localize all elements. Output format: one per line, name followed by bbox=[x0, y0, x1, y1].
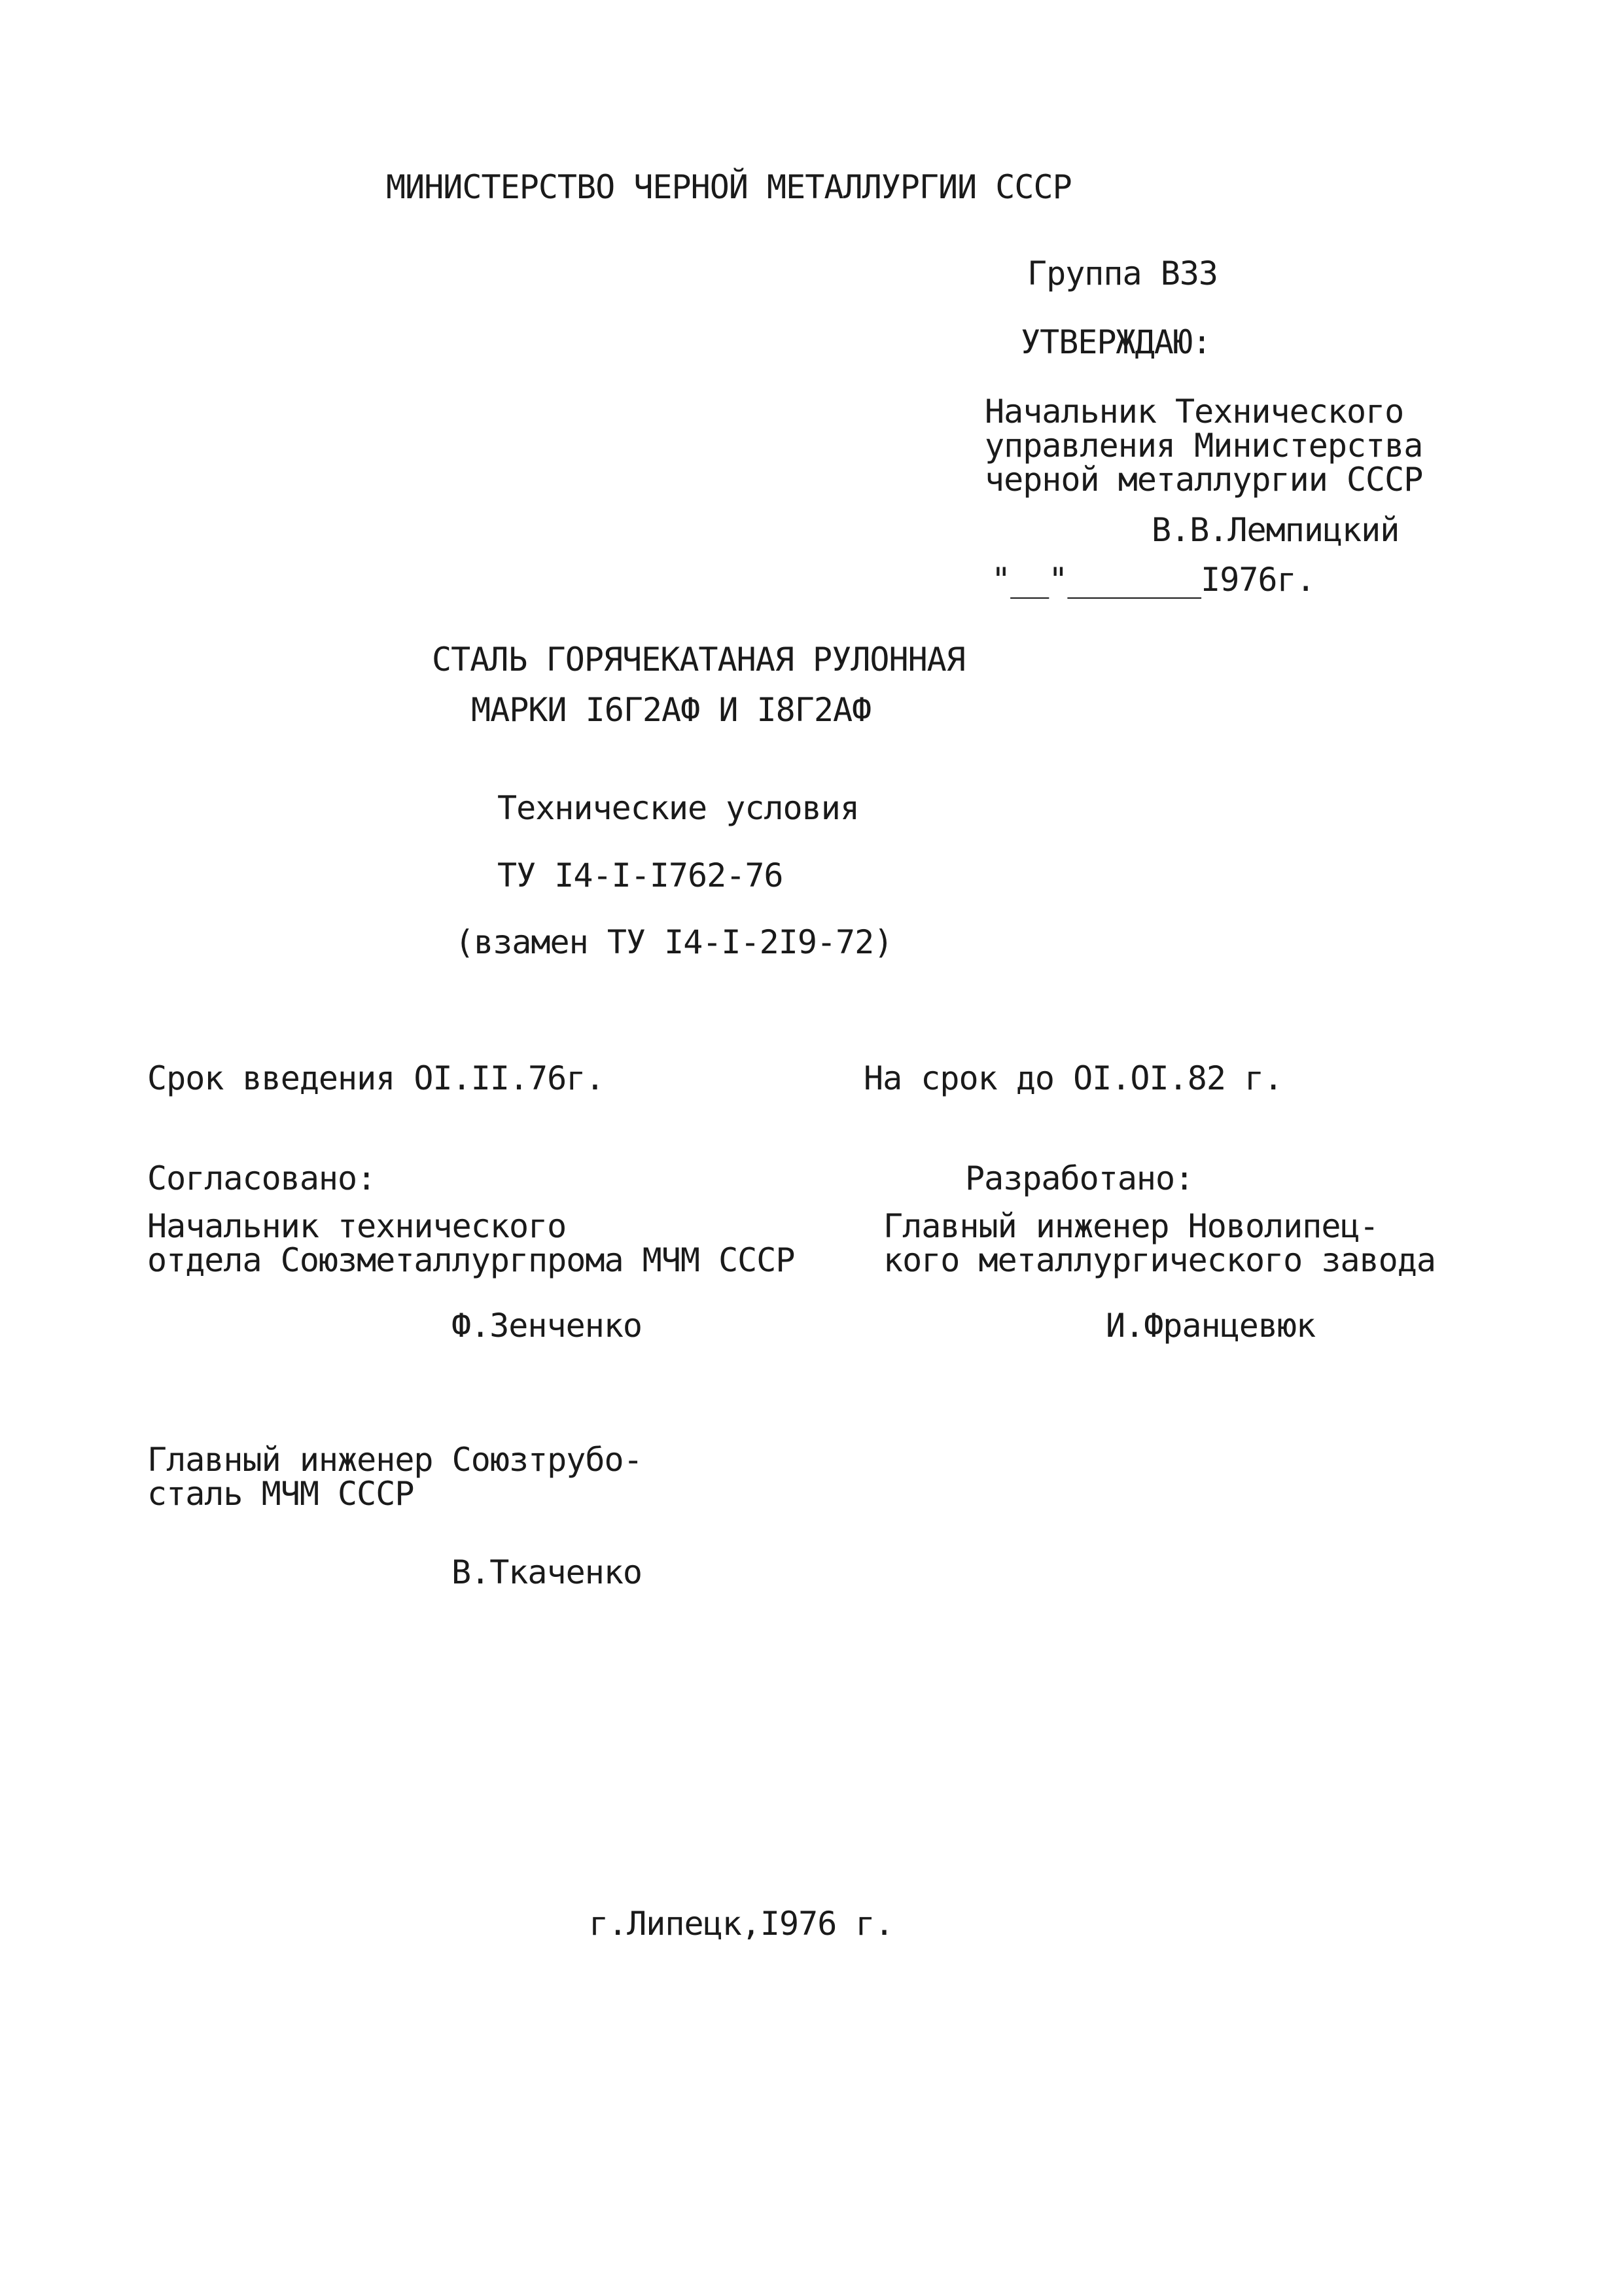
approver-position-line3: черной металлургии СССР bbox=[985, 461, 1423, 499]
valid-until: На срок до OI.OI.82 г. bbox=[864, 1059, 1283, 1097]
agreed2-position-line1: Главный инженер Союзтрубо- bbox=[147, 1441, 643, 1479]
approval-date: "__"_______I976г. bbox=[991, 561, 1315, 599]
approver-position-line2: управления Министерства bbox=[985, 427, 1423, 465]
agreed-label: Согласовано: bbox=[147, 1159, 376, 1197]
group-code: Группа В33 bbox=[1027, 255, 1218, 292]
agreed-position-line2: отдела Союзметаллургпрома МЧМ СССР bbox=[147, 1241, 795, 1279]
effective-date: Срок введения OI.II.76г. bbox=[147, 1059, 605, 1097]
doc-type: Технические условия bbox=[497, 789, 859, 827]
place-year: г.Липецк,I976 г. bbox=[589, 1905, 894, 1943]
agreed2-position-line2: сталь МЧМ СССР bbox=[147, 1475, 414, 1513]
replaces-note: (взамен ТУ I4-I-2I9-72) bbox=[455, 923, 893, 961]
approve-label: УТВЕРЖДАЮ: bbox=[1021, 323, 1212, 361]
title-line2: МАРКИ I6Г2АФ И I8Г2АФ bbox=[471, 691, 872, 729]
developed-position-line1: Главный инженер Новолипец- bbox=[883, 1207, 1379, 1245]
developed-signer: И.Францевюк bbox=[1106, 1307, 1316, 1345]
doc-code: ТУ I4-I-I762-76 bbox=[497, 857, 783, 894]
approver-signer: В.В.Лемпицкий bbox=[1152, 511, 1400, 549]
approver-position-line1: Начальник Технического bbox=[985, 393, 1404, 431]
title-line1: СТАЛЬ ГОРЯЧЕКАТАНАЯ РУЛОННАЯ bbox=[432, 641, 965, 679]
agreed-signer: Ф.Зенченко bbox=[451, 1307, 643, 1345]
agreed-position-line1: Начальник технического bbox=[147, 1207, 567, 1245]
developed-position-line2: кого металлургического завода bbox=[883, 1241, 1436, 1279]
ministry-header: МИНИСТЕРСТВО ЧЕРНОЙ МЕТАЛЛУРГИИ СССР bbox=[386, 168, 1072, 206]
agreed2-signer: В.Ткаченко bbox=[451, 1553, 643, 1591]
developed-label: Разработано: bbox=[965, 1159, 1194, 1197]
